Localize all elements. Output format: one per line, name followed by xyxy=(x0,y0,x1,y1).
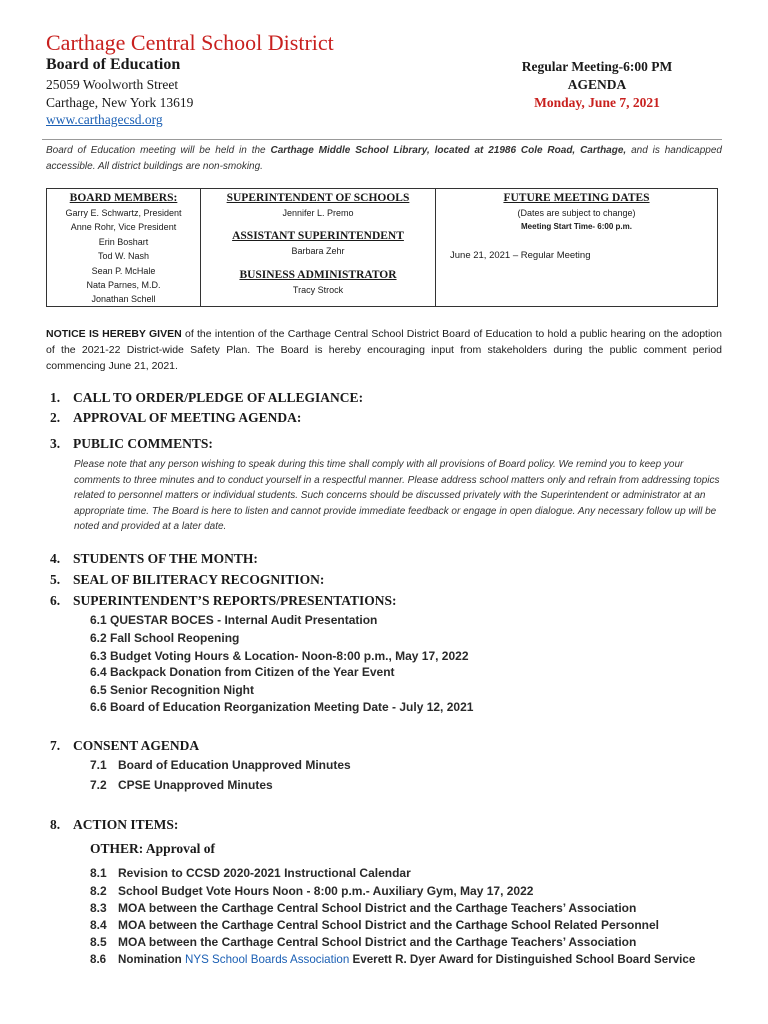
board-name: Board of Education xyxy=(46,56,181,73)
business-administrator-name: Tracy Strock xyxy=(292,284,344,295)
sub-item: 6.4 Backpack Donation from Citizen of the Year Event xyxy=(90,665,395,679)
superintendent-name: Jennifer L. Premo xyxy=(282,208,354,218)
administration-column xyxy=(201,189,436,306)
sub-item-text: School Budget Vote Hours Noon - 8:00 p.m.- Auxiliary Gym, May 17, 2022 xyxy=(118,884,534,898)
item-label: CALL TO ORDER/PLEDGE OF ALLEGIANCE: xyxy=(73,390,364,405)
item-label: SEAL OF BILITERACY RECOGNITION: xyxy=(73,572,325,587)
board-member: Anne Rohr, Vice President xyxy=(70,222,177,233)
sub-item-number: 8.2 xyxy=(90,884,107,898)
board-members-column xyxy=(47,189,201,306)
item-number: 6. xyxy=(50,593,61,608)
notice-text: of the intention of the Carthage Central School District Board of Education to hold a public hearing on the adoption of the 2021-22 District-wide Safety Plan. The Board is hereby encouraging input from stakeholders during the public comment period commencing June 21, 2021. xyxy=(46,328,722,372)
district-name: Carthage Central School District xyxy=(46,30,334,55)
public-comments-note: Please note that any person wishing to speak during this time shall comply with all provisions of Board policy. We remind you to keep your comments to three minutes and to conduct yourself in a respectful manner. Please address school matters only and refrain from addressing topics related to personnel matters or individual students. Such concerns should be discussed privately with the Superintendent or administrator at an appropriate time. The Board is here to listen and cannot provide immediate feedback or engage in open dialogue. Any necessary follow up will be noted and provided at a later date. xyxy=(74,459,720,533)
superintendent-heading: SUPERINTENDENT OF SCHOOLS xyxy=(226,192,410,204)
public-hearing-notice xyxy=(46,326,722,374)
meeting-location: Carthage Middle School Library, located at 21986 Cole Road, Carthage, xyxy=(270,145,627,156)
item-label: SUPERINTENDENT’S REPORTS/PRESENTATIONS: xyxy=(73,593,397,608)
item-label: CONSENT AGENDA xyxy=(73,738,200,753)
sub-item-text-2: Everett R. Dyer Award for Distinguished School Board Service xyxy=(349,953,696,966)
sub-item-number: 8.5 xyxy=(90,935,107,949)
agenda-item xyxy=(50,436,213,452)
sub-item xyxy=(90,884,533,898)
item-number: 1. xyxy=(50,390,61,405)
item-number: 2. xyxy=(50,410,61,425)
assistant-superintendent-name: Barbara Zehr xyxy=(291,246,345,257)
future-meetings-column xyxy=(436,189,717,306)
sub-item-number: 8.6 xyxy=(90,953,107,966)
sub-item xyxy=(90,935,636,949)
item-number: 8. xyxy=(50,817,61,832)
board-member: Garry E. Schwartz, President xyxy=(65,208,182,218)
future-meeting-date: June 21, 2021 – Regular Meeting xyxy=(450,250,591,261)
meeting-location-note xyxy=(46,143,722,175)
sub-item: 6.5 Senior Recognition Night xyxy=(90,683,255,697)
sub-item-number: 8.4 xyxy=(90,918,107,932)
board-member: Jonathan Schell xyxy=(91,294,156,305)
sub-item: 6.3 Budget Voting Hours & Location- Noon-8:00 p.m., May 17, 2022 xyxy=(90,649,469,663)
sub-item-text: Nomination xyxy=(118,953,185,966)
board-member: Erin Boshart xyxy=(98,236,149,247)
board-member: Tod W. Nash xyxy=(97,251,150,262)
website-link[interactable]: www.carthagecsd.org xyxy=(46,112,163,127)
sub-item-number: 7.2 xyxy=(90,778,107,792)
item-label: ACTION ITEMS: xyxy=(73,817,179,832)
agenda-item xyxy=(50,738,199,754)
sub-item xyxy=(90,953,695,966)
sub-item-text: CPSE Unapproved Minutes xyxy=(118,778,273,792)
board-members-heading: BOARD MEMBERS: xyxy=(69,192,178,204)
assistant-superintendent-heading: ASSISTANT SUPERINTENDENT xyxy=(232,230,404,243)
intro-text-2: and is handicapped accessible. All district buildings are non-smoking. xyxy=(46,145,722,172)
agenda-item xyxy=(50,551,258,567)
sub-item-text: MOA between the Carthage Central School District and the Carthage Teachers’ Association xyxy=(118,935,637,949)
sub-item: 6.6 Board of Education Reorganization Meeting Date - July 12, 2021 xyxy=(90,700,474,714)
meeting-type: Regular Meeting-6:00 PM xyxy=(521,59,673,74)
sub-item: 6.1 QUESTAR BOCES - Internal Audit Presentation xyxy=(90,613,378,627)
agenda-item xyxy=(50,390,363,406)
notice-lead: NOTICE IS HEREBY GIVEN xyxy=(46,328,182,340)
meeting-date: Monday, June 7, 2021 xyxy=(534,95,660,110)
sub-item: 6.2 Fall School Reopening xyxy=(90,631,240,645)
sub-item-text: Board of Education Unapproved Minutes xyxy=(118,758,351,772)
sub-item xyxy=(90,866,411,880)
item-label: STUDENTS OF THE MONTH: xyxy=(73,551,258,566)
meeting-info xyxy=(488,58,706,112)
item-number: 4. xyxy=(50,551,61,566)
board-member: Nata Parnes, M.D. xyxy=(86,280,161,291)
sub-item-text: Revision to CCSD 2020-2021 Instructional Calendar xyxy=(118,866,411,880)
meeting-start-time: Meeting Start Time- 6:00 p.m. xyxy=(521,222,632,231)
sub-item-text: MOA between the Carthage Central School District and the Carthage School Related Personnel xyxy=(118,918,659,932)
agenda-item xyxy=(50,572,324,588)
staff-table xyxy=(46,188,718,307)
sub-item xyxy=(90,901,636,915)
other-approval-label: OTHER: Approval of xyxy=(90,841,216,856)
item-label: PUBLIC COMMENTS: xyxy=(73,436,213,451)
intro-text: Board of Education meeting will be held in the xyxy=(46,145,271,156)
sub-item-number: 8.3 xyxy=(90,901,107,915)
sub-item-text: MOA between the Carthage Central School District and the Carthage Teachers’ Association xyxy=(118,901,637,915)
sub-item-number: 7.1 xyxy=(90,758,107,772)
item-number: 5. xyxy=(50,572,61,587)
business-administrator-heading: BUSINESS ADMINISTRATOR xyxy=(239,268,397,281)
sub-item xyxy=(90,918,659,932)
agenda-item xyxy=(50,410,301,426)
agenda-item xyxy=(50,593,396,609)
address-line-2: Carthage, New York 13619 xyxy=(46,95,194,110)
item-number: 3. xyxy=(50,436,61,451)
sub-item xyxy=(90,758,351,772)
address-line-1: 25059 Woolworth Street xyxy=(46,77,179,92)
item-label: APPROVAL OF MEETING AGENDA: xyxy=(73,410,302,425)
header-divider xyxy=(42,139,722,140)
board-member: Sean P. McHale xyxy=(91,265,156,276)
agenda-label: AGENDA xyxy=(567,77,627,92)
organization-name: NYS School Boards Association xyxy=(184,953,350,966)
future-meetings-heading: FUTURE MEETING DATES xyxy=(503,192,650,204)
sub-item xyxy=(90,778,273,792)
future-meetings-note: (Dates are subject to change) xyxy=(517,208,636,218)
item-number: 7. xyxy=(50,738,61,753)
agenda-item xyxy=(50,817,178,833)
sub-item-number: 8.1 xyxy=(90,866,107,880)
